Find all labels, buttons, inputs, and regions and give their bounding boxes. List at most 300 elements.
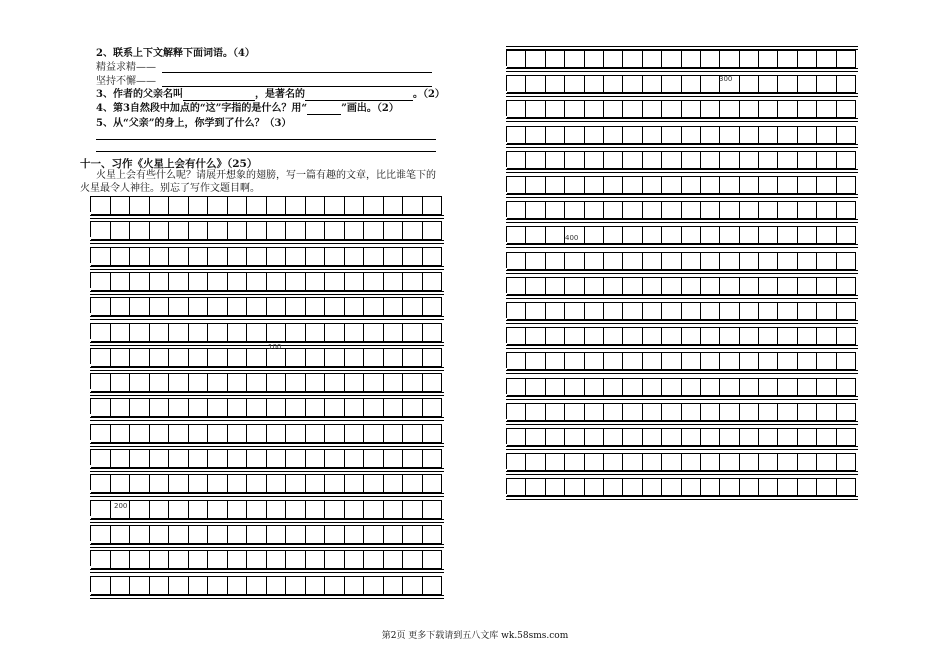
- grid-cell[interactable]: [423, 525, 443, 544]
- grid-cell[interactable]: [623, 226, 642, 244]
- grid-cell[interactable]: [778, 252, 797, 270]
- grid-cell[interactable]: [837, 151, 856, 169]
- writing-grid-right[interactable]: [506, 46, 860, 522]
- grid-cell[interactable]: [130, 424, 150, 443]
- grid-cell[interactable]: [662, 428, 681, 446]
- grid-cell[interactable]: [526, 277, 545, 295]
- grid-cell[interactable]: [267, 474, 287, 493]
- grid-cell[interactable]: [546, 100, 565, 118]
- grid-cell[interactable]: [364, 500, 384, 519]
- grid-cell[interactable]: [189, 500, 209, 519]
- grid-cell[interactable]: [130, 500, 150, 519]
- grid-cell[interactable]: [507, 428, 526, 446]
- grid-cell[interactable]: [585, 378, 604, 396]
- grid-cell[interactable]: [662, 252, 681, 270]
- grid-cell[interactable]: [720, 327, 739, 345]
- grid-cell[interactable]: [585, 201, 604, 219]
- grid-cell[interactable]: [364, 196, 384, 215]
- grid-cell[interactable]: [837, 100, 856, 118]
- grid-cell[interactable]: [91, 323, 111, 342]
- grid-cell[interactable]: [585, 126, 604, 144]
- grid-cell[interactable]: [91, 373, 111, 392]
- grid-cell[interactable]: [565, 302, 584, 320]
- grid-cell[interactable]: [546, 478, 565, 496]
- grid-cell[interactable]: [817, 302, 836, 320]
- grid-cell[interactable]: [306, 323, 326, 342]
- grid-cell[interactable]: [403, 297, 423, 316]
- grid-cell[interactable]: [364, 221, 384, 240]
- grid-cell[interactable]: [364, 550, 384, 569]
- grid-cell[interactable]: [169, 272, 189, 291]
- grid-cell[interactable]: [286, 424, 306, 443]
- grid-cell[interactable]: [247, 474, 267, 493]
- grid-cell[interactable]: [384, 272, 404, 291]
- grid-cell[interactable]: [189, 247, 209, 266]
- grid-cell[interactable]: [546, 126, 565, 144]
- grid-cell[interactable]: [778, 126, 797, 144]
- grid-row[interactable]: [506, 302, 856, 318]
- grid-cell[interactable]: [306, 196, 326, 215]
- grid-cell[interactable]: [565, 201, 584, 219]
- grid-cell[interactable]: [740, 176, 759, 194]
- grid-cell[interactable]: [526, 302, 545, 320]
- grid-cell[interactable]: [91, 398, 111, 417]
- grid-cell[interactable]: [384, 474, 404, 493]
- grid-cell[interactable]: [423, 196, 443, 215]
- grid-row[interactable]: [90, 373, 442, 389]
- grid-cell[interactable]: [208, 398, 228, 417]
- grid-cell[interactable]: [759, 453, 778, 471]
- grid-cell[interactable]: [345, 576, 365, 595]
- grid-cell[interactable]: [778, 378, 797, 396]
- grid-cell[interactable]: [643, 75, 662, 93]
- grid-cell[interactable]: [247, 323, 267, 342]
- grid-cell[interactable]: [759, 302, 778, 320]
- grid-row[interactable]: [506, 201, 856, 217]
- grid-cell[interactable]: [546, 352, 565, 370]
- grid-cell[interactable]: [565, 403, 584, 421]
- grid-cell[interactable]: [798, 226, 817, 244]
- grid-row[interactable]: [506, 378, 856, 394]
- grid-cell[interactable]: [306, 525, 326, 544]
- grid-cell[interactable]: [507, 126, 526, 144]
- grid-cell[interactable]: [507, 403, 526, 421]
- grid-cell[interactable]: [837, 378, 856, 396]
- grid-cell[interactable]: [546, 327, 565, 345]
- grid-cell[interactable]: [546, 176, 565, 194]
- grid-cell[interactable]: [662, 453, 681, 471]
- grid-cell[interactable]: [423, 550, 443, 569]
- grid-row[interactable]: [506, 151, 856, 167]
- grid-cell[interactable]: [817, 378, 836, 396]
- grid-cell[interactable]: [565, 50, 584, 68]
- grid-cell[interactable]: [798, 327, 817, 345]
- grid-cell[interactable]: [604, 302, 623, 320]
- grid-cell[interactable]: [643, 252, 662, 270]
- grid-cell[interactable]: [740, 75, 759, 93]
- grid-cell[interactable]: [267, 221, 287, 240]
- grid-cell[interactable]: [286, 525, 306, 544]
- grid-cell[interactable]: [546, 201, 565, 219]
- grid-cell[interactable]: [189, 272, 209, 291]
- grid-cell[interactable]: [526, 478, 545, 496]
- grid-cell[interactable]: [798, 478, 817, 496]
- grid-cell[interactable]: [189, 576, 209, 595]
- grid-cell[interactable]: [740, 126, 759, 144]
- grid-cell[interactable]: [720, 201, 739, 219]
- grid-cell[interactable]: [91, 348, 111, 367]
- grid-cell[interactable]: [565, 75, 584, 93]
- grid-cell[interactable]: [643, 176, 662, 194]
- grid-cell[interactable]: [604, 277, 623, 295]
- grid-cell[interactable]: [740, 352, 759, 370]
- grid-cell[interactable]: [526, 403, 545, 421]
- grid-cell[interactable]: [778, 226, 797, 244]
- grid-cell[interactable]: [585, 403, 604, 421]
- grid-cell[interactable]: [306, 424, 326, 443]
- grid-cell[interactable]: [682, 478, 701, 496]
- q5-answer-line-2[interactable]: [96, 151, 436, 152]
- grid-cell[interactable]: [403, 247, 423, 266]
- grid-cell[interactable]: [585, 352, 604, 370]
- grid-cell[interactable]: [759, 378, 778, 396]
- grid-cell[interactable]: [682, 75, 701, 93]
- grid-cell[interactable]: [565, 252, 584, 270]
- grid-cell[interactable]: [817, 226, 836, 244]
- grid-cell[interactable]: [403, 221, 423, 240]
- grid-cell[interactable]: [130, 398, 150, 417]
- grid-cell[interactable]: [526, 378, 545, 396]
- grid-cell[interactable]: [817, 428, 836, 446]
- grid-cell[interactable]: [306, 373, 326, 392]
- grid-cell[interactable]: [682, 50, 701, 68]
- grid-cell[interactable]: [546, 226, 565, 244]
- grid-cell[interactable]: [720, 277, 739, 295]
- grid-cell[interactable]: [345, 272, 365, 291]
- grid-cell[interactable]: [286, 373, 306, 392]
- grid-cell[interactable]: [740, 302, 759, 320]
- grid-cell[interactable]: [701, 378, 720, 396]
- grid-cell[interactable]: [837, 327, 856, 345]
- grid-cell[interactable]: [585, 50, 604, 68]
- grid-cell[interactable]: [286, 398, 306, 417]
- grid-cell[interactable]: [306, 297, 326, 316]
- grid-cell[interactable]: [759, 226, 778, 244]
- grid-cell[interactable]: [189, 525, 209, 544]
- grid-cell[interactable]: [384, 196, 404, 215]
- grid-row[interactable]: [506, 75, 856, 91]
- grid-cell[interactable]: [585, 277, 604, 295]
- grid-cell[interactable]: [208, 449, 228, 468]
- grid-cell[interactable]: [286, 550, 306, 569]
- grid-cell[interactable]: [111, 297, 131, 316]
- grid-cell[interactable]: [623, 126, 642, 144]
- grid-cell[interactable]: [345, 247, 365, 266]
- grid-row[interactable]: [90, 323, 442, 339]
- grid-cell[interactable]: [384, 247, 404, 266]
- grid-cell[interactable]: [507, 201, 526, 219]
- grid-cell[interactable]: [325, 550, 345, 569]
- grid-row[interactable]: [506, 428, 856, 444]
- grid-cell[interactable]: [817, 100, 836, 118]
- grid-cell[interactable]: [740, 478, 759, 496]
- grid-row[interactable]: [506, 403, 856, 419]
- grid-cell[interactable]: [423, 424, 443, 443]
- grid-cell[interactable]: [403, 196, 423, 215]
- grid-row[interactable]: [90, 247, 442, 263]
- grid-cell[interactable]: [604, 226, 623, 244]
- grid-cell[interactable]: [701, 302, 720, 320]
- grid-cell[interactable]: [208, 323, 228, 342]
- grid-cell[interactable]: [643, 126, 662, 144]
- grid-cell[interactable]: [267, 424, 287, 443]
- grid-cell[interactable]: [169, 449, 189, 468]
- grid-cell[interactable]: [403, 474, 423, 493]
- grid-cell[interactable]: [423, 323, 443, 342]
- grid-cell[interactable]: [267, 449, 287, 468]
- grid-cell[interactable]: [130, 323, 150, 342]
- grid-cell[interactable]: [111, 221, 131, 240]
- grid-cell[interactable]: [384, 525, 404, 544]
- grid-cell[interactable]: [778, 50, 797, 68]
- grid-cell[interactable]: [364, 348, 384, 367]
- grid-cell[interactable]: [130, 348, 150, 367]
- grid-row[interactable]: [506, 277, 856, 293]
- q2-answer-line-1[interactable]: [162, 72, 432, 73]
- grid-cell[interactable]: [267, 550, 287, 569]
- grid-cell[interactable]: [565, 100, 584, 118]
- grid-cell[interactable]: [189, 196, 209, 215]
- grid-cell[interactable]: [778, 352, 797, 370]
- grid-cell[interactable]: [740, 151, 759, 169]
- grid-cell[interactable]: [740, 428, 759, 446]
- grid-cell[interactable]: [759, 403, 778, 421]
- grid-cell[interactable]: [526, 453, 545, 471]
- grid-cell[interactable]: [662, 100, 681, 118]
- grid-cell[interactable]: [778, 151, 797, 169]
- grid-cell[interactable]: [208, 348, 228, 367]
- grid-cell[interactable]: [267, 525, 287, 544]
- grid-cell[interactable]: [345, 373, 365, 392]
- grid-row[interactable]: [90, 424, 442, 440]
- grid-cell[interactable]: [720, 50, 739, 68]
- grid-cell[interactable]: [837, 302, 856, 320]
- grid-cell[interactable]: [189, 323, 209, 342]
- grid-cell[interactable]: [623, 428, 642, 446]
- grid-cell[interactable]: [208, 525, 228, 544]
- grid-cell[interactable]: [623, 201, 642, 219]
- grid-cell[interactable]: [798, 277, 817, 295]
- grid-cell[interactable]: [720, 428, 739, 446]
- grid-cell[interactable]: [643, 403, 662, 421]
- grid-cell[interactable]: [325, 424, 345, 443]
- grid-cell[interactable]: [837, 252, 856, 270]
- grid-cell[interactable]: [526, 151, 545, 169]
- grid-cell[interactable]: [423, 474, 443, 493]
- grid-cell[interactable]: [403, 348, 423, 367]
- grid-cell[interactable]: [384, 550, 404, 569]
- grid-cell[interactable]: [817, 151, 836, 169]
- grid-cell[interactable]: [701, 277, 720, 295]
- grid-cell[interactable]: [169, 424, 189, 443]
- grid-cell[interactable]: [306, 576, 326, 595]
- grid-cell[interactable]: [384, 500, 404, 519]
- grid-cell[interactable]: [585, 176, 604, 194]
- grid-cell[interactable]: [701, 352, 720, 370]
- grid-cell[interactable]: [384, 576, 404, 595]
- grid-cell[interactable]: [364, 576, 384, 595]
- grid-cell[interactable]: [682, 100, 701, 118]
- grid-cell[interactable]: [604, 453, 623, 471]
- grid-cell[interactable]: [526, 226, 545, 244]
- grid-cell[interactable]: [778, 428, 797, 446]
- grid-cell[interactable]: [267, 272, 287, 291]
- grid-cell[interactable]: [247, 348, 267, 367]
- grid-cell[interactable]: [325, 323, 345, 342]
- grid-cell[interactable]: [345, 525, 365, 544]
- grid-cell[interactable]: [228, 323, 248, 342]
- grid-cell[interactable]: [701, 403, 720, 421]
- grid-cell[interactable]: [111, 550, 131, 569]
- grid-cell[interactable]: [267, 398, 287, 417]
- grid-cell[interactable]: [701, 327, 720, 345]
- grid-cell[interactable]: [623, 478, 642, 496]
- grid-row[interactable]: [506, 252, 856, 268]
- grid-cell[interactable]: [91, 525, 111, 544]
- grid-cell[interactable]: [837, 453, 856, 471]
- grid-cell[interactable]: [778, 277, 797, 295]
- grid-cell[interactable]: [623, 378, 642, 396]
- grid-cell[interactable]: [267, 373, 287, 392]
- grid-cell[interactable]: [286, 449, 306, 468]
- grid-cell[interactable]: [150, 474, 170, 493]
- grid-cell[interactable]: [384, 373, 404, 392]
- grid-cell[interactable]: [247, 449, 267, 468]
- grid-cell[interactable]: [662, 403, 681, 421]
- grid-cell[interactable]: [228, 221, 248, 240]
- grid-cell[interactable]: [837, 75, 856, 93]
- grid-cell[interactable]: [111, 348, 131, 367]
- grid-cell[interactable]: [228, 272, 248, 291]
- grid-cell[interactable]: [384, 398, 404, 417]
- grid-cell[interactable]: [837, 176, 856, 194]
- grid-cell[interactable]: [507, 226, 526, 244]
- grid-cell[interactable]: [701, 478, 720, 496]
- grid-cell[interactable]: [403, 576, 423, 595]
- grid-row[interactable]: [506, 126, 856, 142]
- grid-cell[interactable]: [837, 428, 856, 446]
- grid-cell[interactable]: [720, 403, 739, 421]
- grid-cell[interactable]: [643, 151, 662, 169]
- grid-cell[interactable]: [403, 449, 423, 468]
- grid-cell[interactable]: [364, 323, 384, 342]
- grid-cell[interactable]: [643, 201, 662, 219]
- grid-cell[interactable]: [325, 525, 345, 544]
- grid-cell[interactable]: [623, 453, 642, 471]
- grid-cell[interactable]: [778, 176, 797, 194]
- grid-cell[interactable]: [169, 247, 189, 266]
- grid-cell[interactable]: [526, 352, 545, 370]
- grid-cell[interactable]: [720, 478, 739, 496]
- grid-cell[interactable]: [306, 398, 326, 417]
- grid-cell[interactable]: [682, 302, 701, 320]
- grid-cell[interactable]: [662, 151, 681, 169]
- grid-cell[interactable]: [662, 277, 681, 295]
- grid-cell[interactable]: [507, 100, 526, 118]
- grid-cell[interactable]: [306, 272, 326, 291]
- grid-cell[interactable]: [364, 525, 384, 544]
- grid-cell[interactable]: [306, 221, 326, 240]
- grid-cell[interactable]: [817, 478, 836, 496]
- grid-cell[interactable]: [91, 550, 111, 569]
- grid-cell[interactable]: [91, 221, 111, 240]
- grid-cell[interactable]: [759, 352, 778, 370]
- grid-cell[interactable]: [306, 348, 326, 367]
- grid-cell[interactable]: [682, 352, 701, 370]
- grid-cell[interactable]: [604, 100, 623, 118]
- grid-cell[interactable]: [208, 550, 228, 569]
- grid-cell[interactable]: [247, 373, 267, 392]
- grid-cell[interactable]: [585, 252, 604, 270]
- grid-cell[interactable]: [798, 100, 817, 118]
- grid-cell[interactable]: [526, 126, 545, 144]
- grid-cell[interactable]: [507, 176, 526, 194]
- q3-blank-title[interactable]: [305, 91, 413, 101]
- grid-cell[interactable]: [325, 398, 345, 417]
- grid-cell[interactable]: [286, 297, 306, 316]
- grid-cell[interactable]: [286, 323, 306, 342]
- grid-cell[interactable]: [130, 297, 150, 316]
- grid-cell[interactable]: [403, 272, 423, 291]
- grid-cell[interactable]: [423, 221, 443, 240]
- grid-cell[interactable]: [228, 474, 248, 493]
- grid-cell[interactable]: [150, 500, 170, 519]
- grid-cell[interactable]: [169, 373, 189, 392]
- grid-cell[interactable]: [267, 196, 287, 215]
- grid-row[interactable]: [90, 550, 442, 566]
- grid-cell[interactable]: [585, 453, 604, 471]
- grid-cell[interactable]: [798, 75, 817, 93]
- grid-cell[interactable]: [384, 323, 404, 342]
- grid-row[interactable]: [506, 100, 856, 116]
- grid-cell[interactable]: [798, 201, 817, 219]
- grid-cell[interactable]: [208, 500, 228, 519]
- grid-cell[interactable]: [345, 221, 365, 240]
- grid-cell[interactable]: [247, 525, 267, 544]
- grid-cell[interactable]: [111, 474, 131, 493]
- grid-cell[interactable]: [759, 126, 778, 144]
- grid-row[interactable]: [90, 398, 442, 414]
- grid-row[interactable]: [90, 474, 442, 490]
- grid-cell[interactable]: [837, 50, 856, 68]
- grid-cell[interactable]: [169, 525, 189, 544]
- grid-cell[interactable]: [643, 428, 662, 446]
- grid-cell[interactable]: [759, 151, 778, 169]
- grid-cell[interactable]: [817, 201, 836, 219]
- grid-cell[interactable]: [208, 221, 228, 240]
- grid-cell[interactable]: [662, 478, 681, 496]
- grid-cell[interactable]: [837, 277, 856, 295]
- grid-cell[interactable]: [403, 373, 423, 392]
- grid-cell[interactable]: [837, 226, 856, 244]
- grid-cell[interactable]: [740, 252, 759, 270]
- grid-cell[interactable]: [759, 100, 778, 118]
- grid-cell[interactable]: [507, 352, 526, 370]
- grid-cell[interactable]: [267, 500, 287, 519]
- grid-cell[interactable]: [130, 525, 150, 544]
- grid-cell[interactable]: [208, 474, 228, 493]
- grid-cell[interactable]: [150, 373, 170, 392]
